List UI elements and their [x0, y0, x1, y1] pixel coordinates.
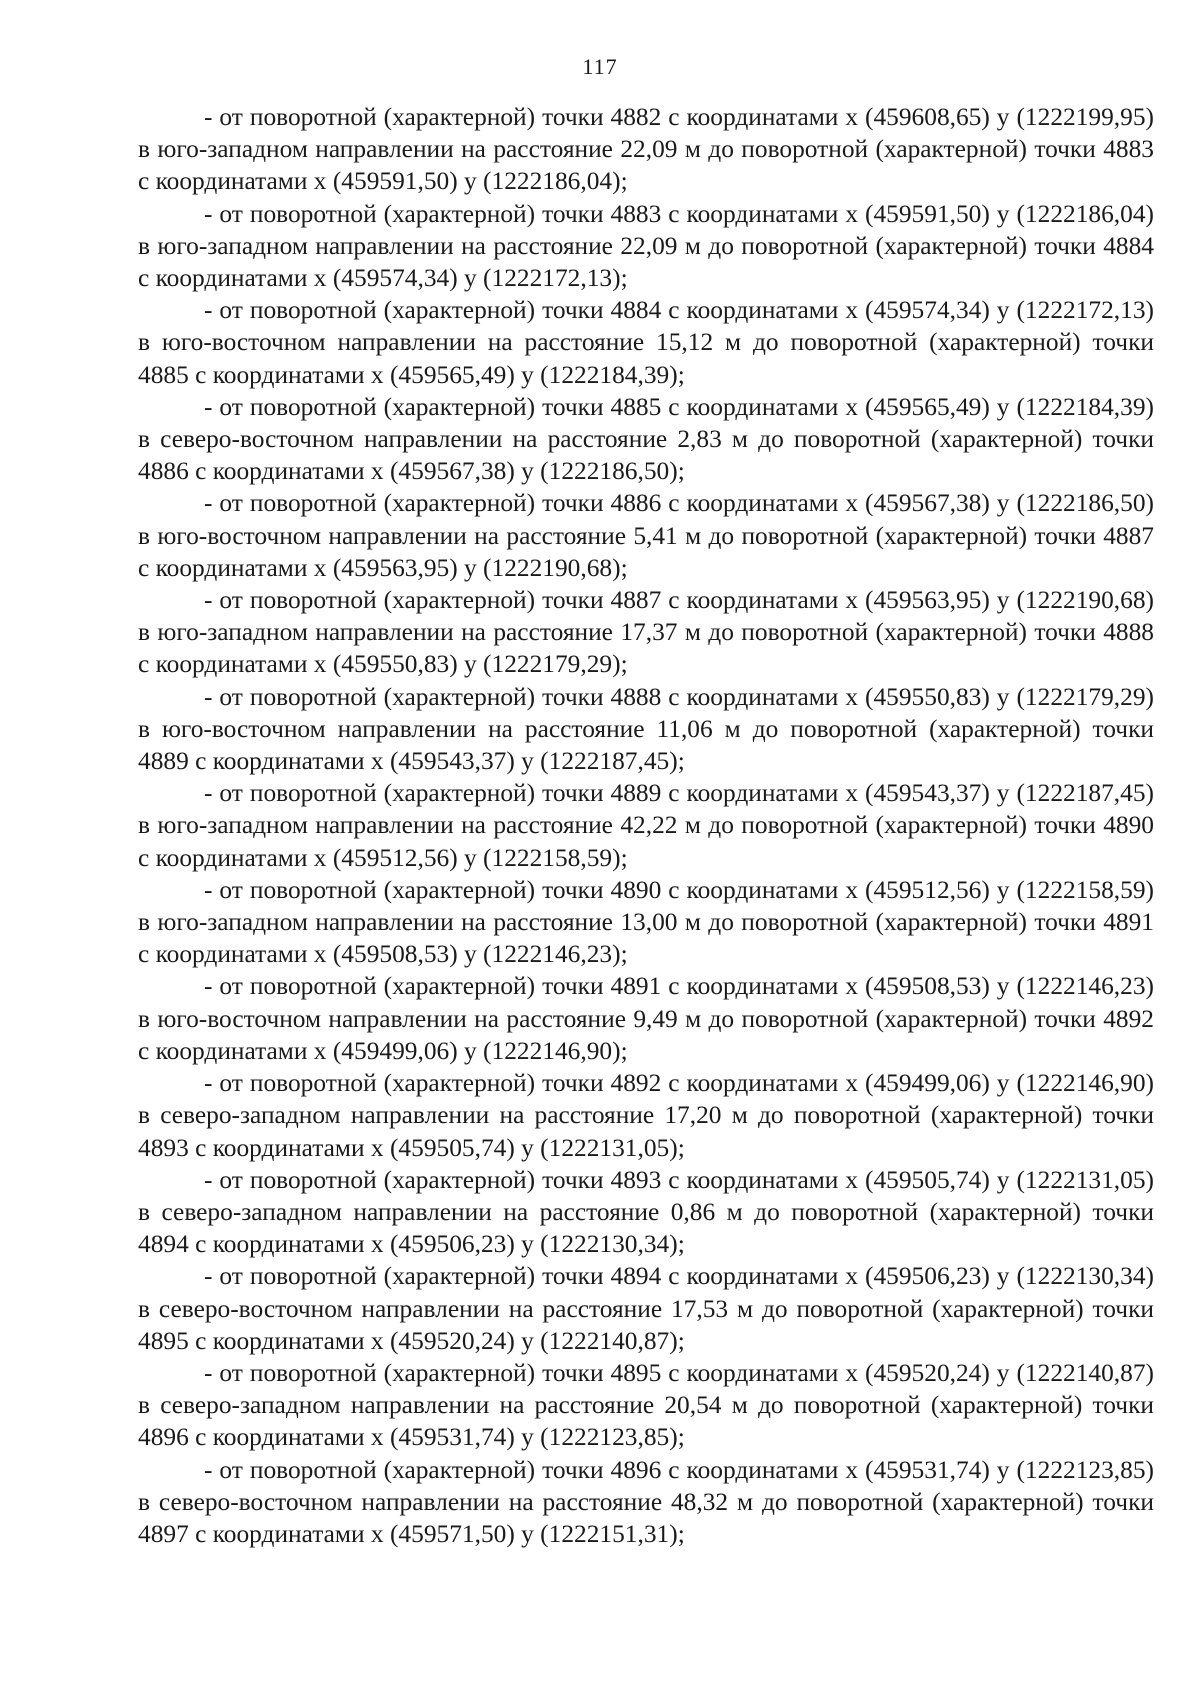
boundary-segment-paragraph: - от поворотной (характерной) точки 4894 с координатами х (459506,23) у (1222130,34) в северо-восточном направлении на расстояние 17,53 м до поворотной (характерной) точки 4895 с координатами х (459520,24) у (1222140,87);: [138, 1262, 1154, 1355]
boundary-segment-paragraph: - от поворотной (характерной) точки 4885 с координатами х (459565,49) у (1222184,39) в северо-восточном направлении на расстояние 2,83 м до поворотной (характерной) точки 4886 с координатами х (459567,38) у (1222186,50);: [138, 392, 1154, 486]
boundary-segment-paragraph: - от поворотной (характерной) точки 4886 с координатами х (459567,38) у (1222186,50) в юго-восточном направлении на расстояние 5,41 м до поворотной (характерной) точки 4887 с координатами х (459563,95) у (1222190,68);: [138, 489, 1154, 582]
boundary-segment-paragraph: - от поворотной (характерной) точки 4882 с координатами х (459608,65) у (1222199,95) в юго-западном направлении на расстояние 22,09 м до поворотной (характерной) точки 4883 с координатами х (459591,50) у (1222186,04);: [138, 103, 1154, 196]
boundary-segment-paragraph: - от поворотной (характерной) точки 4887 с координатами х (459563,95) у (1222190,68) в юго-западном направлении на расстояние 17,37 м до поворотной (характерной) точки 4888 с координатами х (459550,83) у (1222179,29);: [138, 586, 1154, 679]
boundary-segment-paragraph: - от поворотной (характерной) точки 4893 с координатами х (459505,74) у (1222131,05) в северо-западном направлении на расстояние 0,86 м до поворотной (характерной) точки 4894 с координатами х (459506,23) у (1222130,34);: [138, 1165, 1154, 1259]
boundary-segment-paragraph: - от поворотной (характерной) точки 4895 с координатами х (459520,24) у (1222140,87) в северо-западном направлении на расстояние 20,54 м до поворотной (характерной) точки 4896 с координатами х (459531,74) у (1222123,85);: [138, 1358, 1154, 1452]
boundary-segment-paragraph: - от поворотной (характерной) точки 4896 с координатами х (459531,74) у (1222123,85) в северо-восточном направлении на расстояние 48,32 м до поворотной (характерной) точки 4897 с координатами х (459571,50) у (1222151,31);: [138, 1455, 1154, 1548]
boundary-segment-paragraph: - от поворотной (характерной) точки 4891 с координатами х (459508,53) у (1222146,23) в юго-восточном направлении на расстояние 9,49 м до поворотной (характерной) точки 4892 с координатами х (459499,06) у (1222146,90);: [138, 972, 1154, 1065]
boundary-segment-paragraph: - от поворотной (характерной) точки 4890 с координатами х (459512,56) у (1222158,59) в юго-западном направлении на расстояние 13,00 м до поворотной (характерной) точки 4891 с координатами х (459508,53) у (1222146,23);: [138, 875, 1154, 969]
boundary-segment-paragraph: - от поворотной (характерной) точки 4884 с координатами х (459574,34) у (1222172,13) в юго-восточном направлении на расстояние 15,12 м до поворотной (характерной) точки 4885 с координатами х (459565,49) у (1222184,39);: [138, 296, 1154, 389]
document-body: [138, 101, 1154, 1550]
page-number: 117: [582, 54, 618, 79]
boundary-segment-paragraph: - от поворотной (характерной) точки 4889 с координатами х (459543,37) у (1222187,45) в юго-западном направлении на расстояние 42,22 м до поворотной (характерной) точки 4890 с координатами х (459512,56) у (1222158,59);: [138, 779, 1154, 872]
boundary-segment-paragraph: - от поворотной (характерной) точки 4888 с координатами х (459550,83) у (1222179,29) в юго-восточном направлении на расстояние 11,06 м до поворотной (характерной) точки 4889 с координатами х (459543,37) у (1222187,45);: [138, 682, 1154, 776]
boundary-segment-paragraph: - от поворотной (характерной) точки 4892 с координатами х (459499,06) у (1222146,90) в северо-западном направлении на расстояние 17,20 м до поворотной (характерной) точки 4893 с координатами х (459505,74) у (1222131,05);: [138, 1069, 1154, 1162]
boundary-segment-paragraph: - от поворотной (характерной) точки 4883 с координатами х (459591,50) у (1222186,04) в юго-западном направлении на расстояние 22,09 м до поворотной (характерной) точки 4884 с координатами х (459574,34) у (1222172,13);: [138, 199, 1154, 293]
